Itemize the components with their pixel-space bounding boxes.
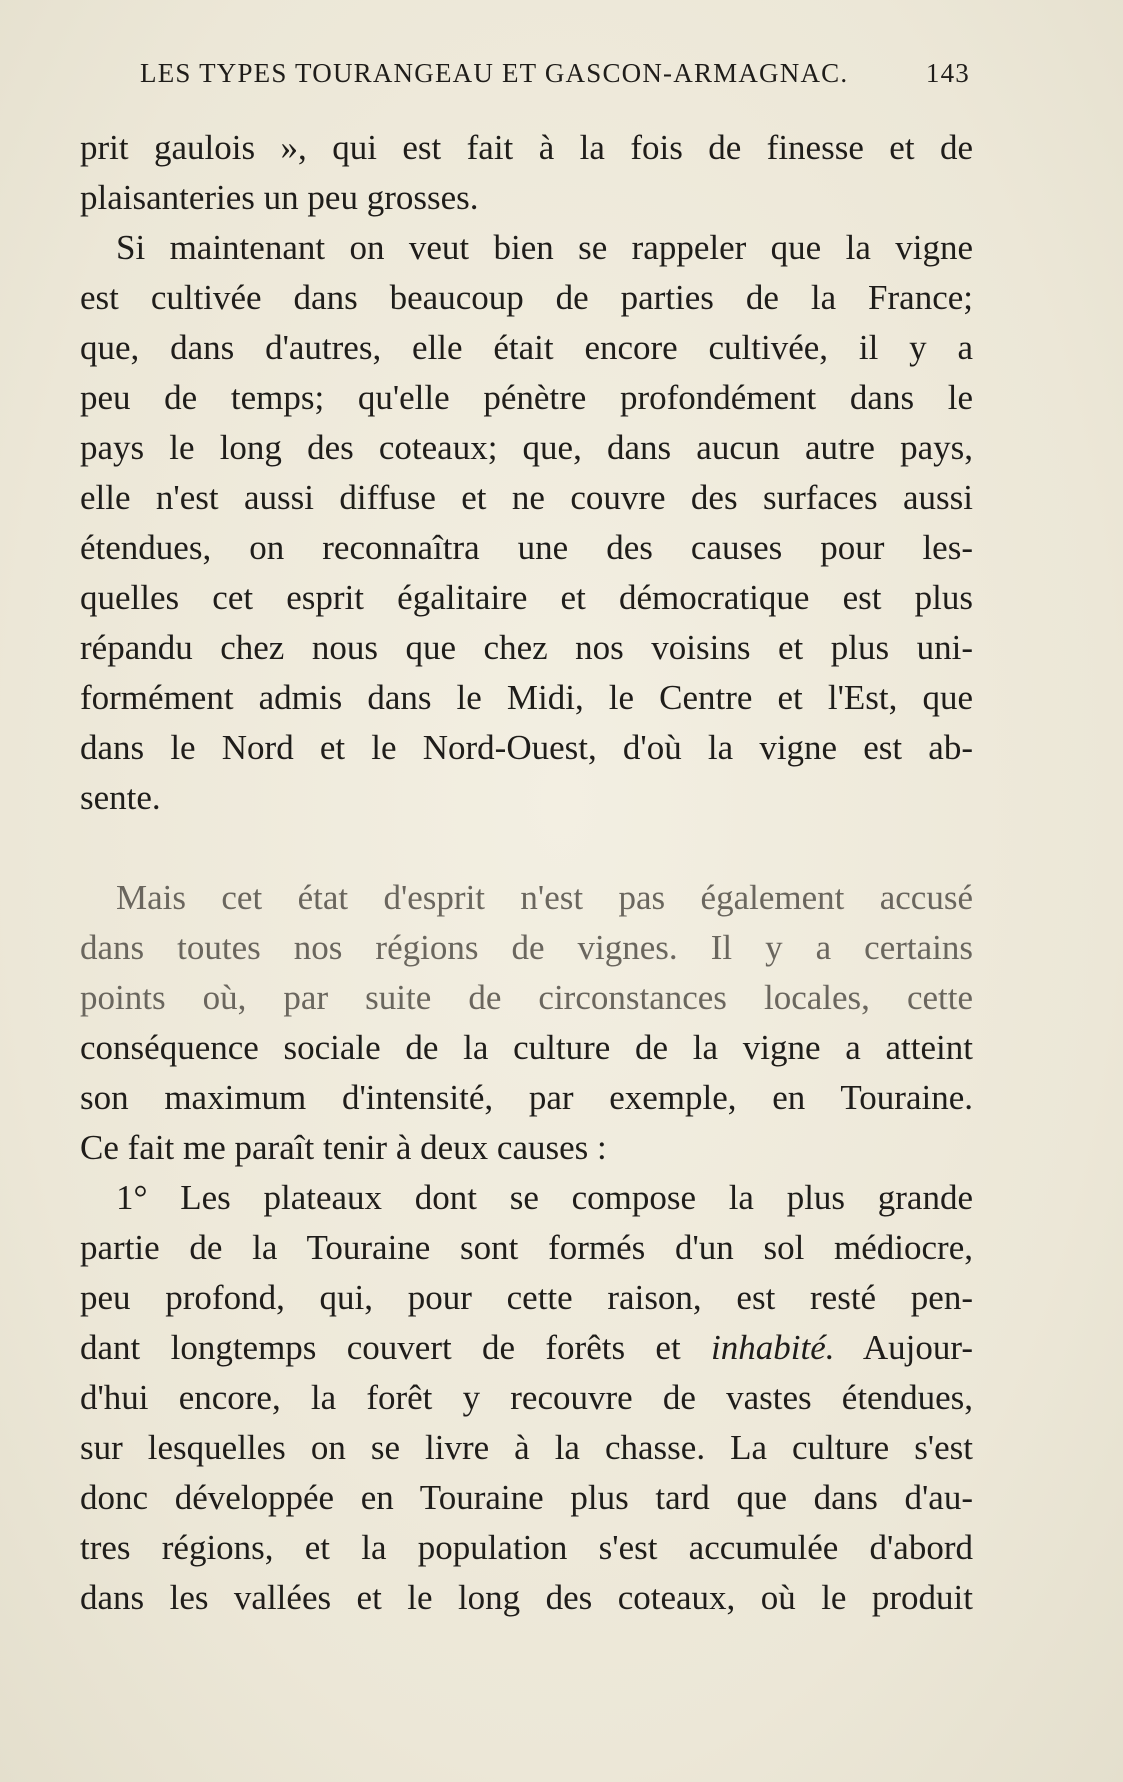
text-line: quelles cet esprit égalitaire et démocratique est plus: [80, 578, 973, 617]
text-line: Si maintenant on veut bien se rappeler que la vigne: [116, 228, 973, 267]
text-line: donc développée en Touraine plus tard que dans d'au-: [80, 1478, 973, 1517]
text-line: tres régions, et la population s'est accumulée d'abord: [80, 1528, 973, 1567]
text-line: peu profond, qui, pour cette raison, est resté pen-: [80, 1278, 973, 1317]
text-line: dans le Nord et le Nord-Ouest, d'où la vigne est ab-: [80, 728, 973, 767]
text-line: sur lesquelles on se livre à la chasse. La culture s'est: [80, 1428, 973, 1467]
text-line: est cultivée dans beaucoup de parties de la France;: [80, 278, 973, 317]
text-line: partie de la Touraine sont formés d'un sol médiocre,: [80, 1228, 973, 1267]
text-line: Mais cet état d'esprit n'est pas également accusé: [116, 878, 973, 917]
text-line: Ce fait me paraît tenir à deux causes :: [80, 1128, 607, 1167]
text-span: dant longtemps couvert de forêts et: [80, 1328, 712, 1367]
body-text: [80, 123, 973, 1623]
text-line: prit gaulois », qui est fait à la fois de finesse et de: [80, 128, 973, 167]
text-line: conséquence sociale de la culture de la vigne a atteint: [80, 1028, 973, 1067]
running-title: LES TYPES TOURANGEAU ET GASCON-ARMAGNAC.: [140, 58, 849, 88]
text-line: [80, 1323, 973, 1373]
text-span: Aujour-: [834, 1328, 973, 1367]
text-line: dans les vallées et le long des coteaux, où le produit: [80, 1578, 973, 1617]
text-line: dans toutes nos régions de vignes. Il y a certains: [80, 928, 973, 967]
text-line: 1° Les plateaux dont se compose la plus grande: [116, 1178, 973, 1217]
text-line: peu de temps; qu'elle pénètre profondément dans le: [80, 378, 973, 417]
page-number: 143: [925, 58, 970, 88]
text-line: plaisanteries un peu grosses.: [80, 178, 479, 217]
text-line: répandu chez nous que chez nos voisins et plus uni-: [80, 628, 973, 667]
text-line: que, dans d'autres, elle était encore cultivée, il y a: [80, 328, 973, 367]
text-line: formément admis dans le Midi, le Centre et l'Est, que: [80, 678, 973, 717]
text-line: étendues, on reconnaîtra une des causes pour les-: [80, 528, 973, 567]
italic-word: inhabité.: [711, 1328, 835, 1367]
text-line: points où, par suite de circonstances locales, cette: [80, 978, 973, 1017]
running-header: [140, 58, 970, 89]
paragraph-gap: [80, 823, 973, 873]
text-line: d'hui encore, la forêt y recouvre de vastes étendues,: [80, 1378, 973, 1417]
text-line: elle n'est aussi diffuse et ne couvre des surfaces aussi: [80, 478, 973, 517]
text-line: pays le long des coteaux; que, dans aucun autre pays,: [80, 428, 973, 467]
text-line: son maximum d'intensité, par exemple, en Touraine.: [80, 1078, 973, 1117]
text-line: sente.: [80, 778, 161, 817]
